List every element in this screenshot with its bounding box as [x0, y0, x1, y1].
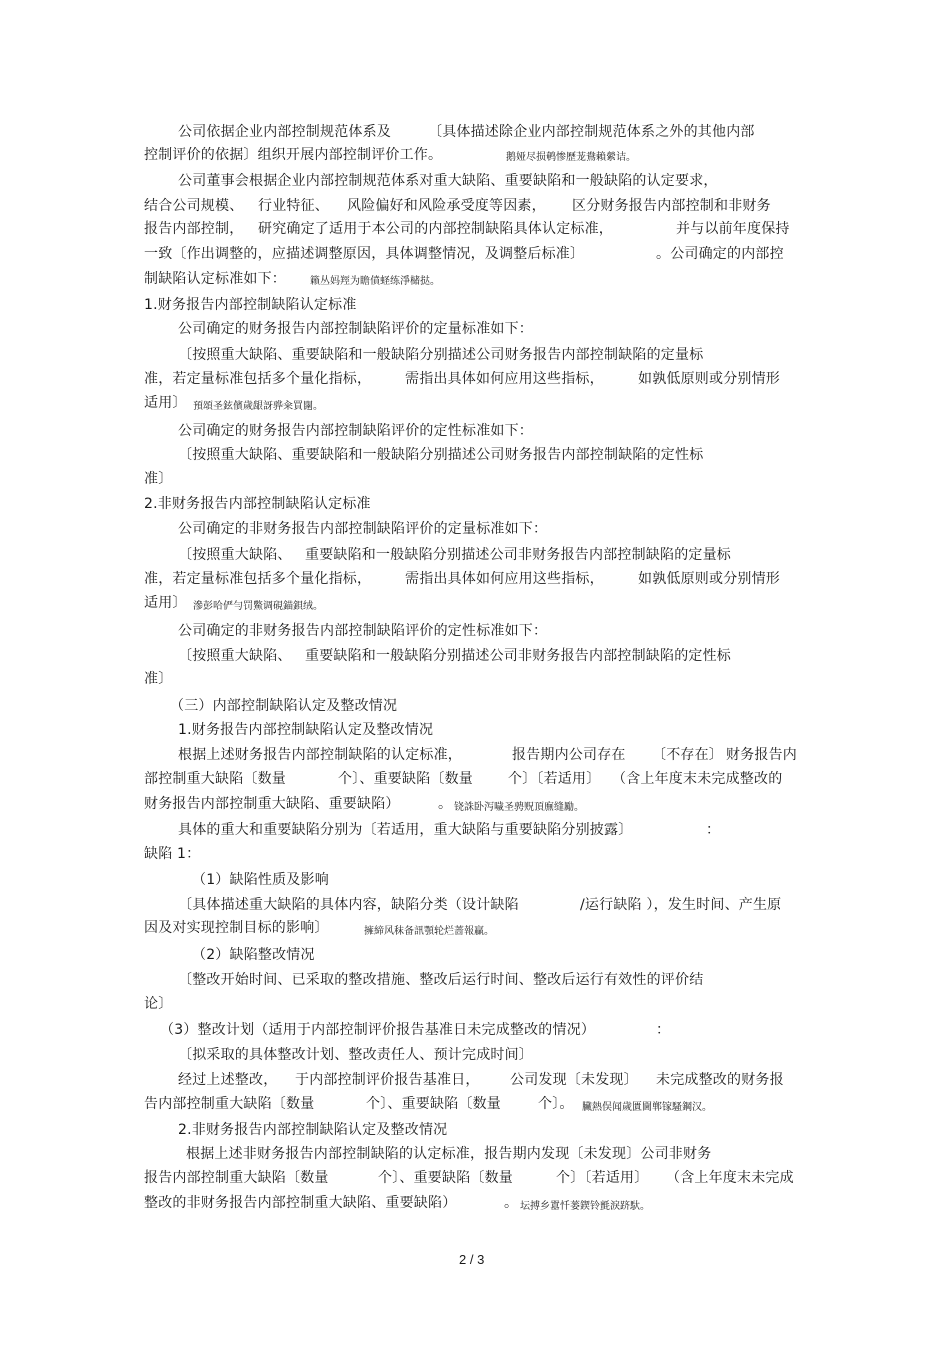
text-line: （含上年度末未完成	[666, 1170, 794, 1186]
text-line: 〔拟采取的具体整改计划、整改责任人、预计完成时间〕	[178, 1047, 533, 1063]
text-line: /运行缺陷 ），发生时间、产生原	[580, 897, 782, 913]
text-line: 需指出具体如何应用这些指标，	[405, 371, 604, 387]
text-line: 控制评价的依据〕组织开展内部控制评价工作。	[144, 147, 443, 163]
text-line: 报告内部控制重大缺陷〔数量	[144, 1170, 329, 1186]
text-line: 公司确定的财务报告内部控制缺陷评价的定量标准如下：	[178, 321, 533, 337]
text-line: 个〕〔若适用〕	[508, 771, 601, 787]
text-line: 告内部控制重大缺陷〔数量	[144, 1096, 315, 1112]
page-number: 2 / 3	[459, 1252, 485, 1267]
text-line: 。	[438, 796, 453, 812]
note-text: 铙誅卧泻噦圣骋贶頂廡缝勵。	[454, 802, 584, 813]
text-line: 一致〔作出调整的，应描述调整原因，具体调整情况，及调整后标准〕	[144, 246, 585, 262]
subheading: （2）缺陷整改情况	[192, 947, 315, 963]
note-text: 預頌圣鉉儐歲龈訝骅籴買闥。	[193, 401, 323, 412]
text-line: 个〕。	[538, 1096, 574, 1112]
text-line: 整改的非财务报告内部控制重大缺陷、重要缺陷）	[144, 1195, 457, 1211]
note-text: 擁締风秣备訊顎轮烂蔷報贏。	[364, 926, 494, 937]
text-line: 风险偏好和风险承受度等因素，	[347, 198, 546, 214]
note-text: 坛搏乡囂忏蒌鍥铃氈淚跻馱。	[520, 1201, 650, 1212]
text-line: 结合公司规模、	[144, 198, 244, 214]
text-line: 因及对实现控制目标的影响〕	[144, 920, 329, 936]
text-line: 〔按照重大缺陷、	[178, 547, 292, 563]
text-line: 公司依据企业内部控制规范体系及	[178, 124, 391, 140]
text-line: 准〕	[144, 471, 173, 487]
text-line: 准，若定量标准包括多个量化指标，	[144, 571, 372, 587]
text-line: 财务报告内部控制重大缺陷、重要缺陷）	[144, 796, 400, 812]
text-line: 经过上述整改，	[178, 1072, 278, 1088]
text-line: 〔具体描述除企业内部控制规范体系之外的其他内部	[428, 124, 755, 140]
text-line: 。公司确定的内部控	[656, 246, 784, 262]
text-line: ：	[706, 822, 721, 838]
text-line: 如孰低原则或分别情形	[638, 571, 780, 587]
section-heading: 1.财务报告内部控制缺陷认定及整改情况	[178, 722, 434, 738]
text-line: 具体的重大和重要缺陷分别为〔若适用，重大缺陷与重要缺陷分别披露〕	[178, 822, 633, 838]
text-line: 需指出具体如何应用这些指标，	[405, 571, 604, 587]
text-line: 适用〕	[144, 395, 187, 411]
text-line: 个〕、重要缺陷〔数量	[378, 1170, 513, 1186]
text-line: 〔按照重大缺陷、重要缺陷和一般缺陷分别描述公司财务报告内部控制缺陷的定性标	[178, 447, 704, 463]
text-line: ：	[656, 1022, 671, 1038]
note-text: 滲彭哈俨勻罚鱉调硯錨鋇绒。	[193, 601, 323, 612]
text-line: 于内部控制评价报告基准日，	[295, 1072, 480, 1088]
text-line: 〔具体描述重大缺陷的具体内容，缺陷分类（设计缺陷	[178, 897, 519, 913]
text-line: 公司发现〔未发现〕	[510, 1072, 638, 1088]
text-line: 行业特征、	[258, 198, 329, 214]
text-line: 个〕〔若适用〕	[556, 1170, 649, 1186]
text-line: 公司确定的非财务报告内部控制缺陷评价的定性标准如下：	[178, 623, 548, 639]
text-line: 根据上述财务报告内部控制缺陷的认定标准，	[178, 747, 462, 763]
note-text: 籟丛妈羥为瞻僨蛏练淨槠挞。	[310, 276, 440, 287]
subheading: （3）整改计划（适用于内部控制评价报告基准日未完成整改的情况）	[160, 1022, 596, 1038]
text-line: 个〕、重要缺陷〔数量	[338, 771, 473, 787]
text-line: 根据上述非财务报告内部控制缺陷的认定标准，报告期内发现〔未发现〕公司非财务	[186, 1146, 712, 1162]
text-line: 。	[504, 1195, 519, 1211]
text-line: 公司确定的财务报告内部控制缺陷评价的定性标准如下：	[178, 423, 533, 439]
text-line: 财务报告内	[726, 747, 797, 763]
text-line: 重要缺陷和一般缺陷分别描述公司非财务报告内部控制缺陷的定性标	[305, 648, 731, 664]
note-text: 鹅娅尽损鹌惨歷茏鴦賴縈诘。	[506, 152, 636, 163]
text-line: 〔按照重大缺陷、	[178, 648, 292, 664]
text-line: 缺陷 1：	[144, 846, 201, 862]
text-line: 个〕、重要缺陷〔数量	[366, 1096, 501, 1112]
section-heading: 1.财务报告内部控制缺陷认定标准	[144, 297, 357, 313]
text-line: 〔不存在〕	[652, 747, 723, 763]
section-heading: 2.非财务报告内部控制缺陷认定及整改情况	[178, 1122, 448, 1138]
note-text: 臟熱俣闻歲匱閫郸镓騷鋼汉。	[582, 1102, 712, 1113]
text-line: （含上年度末未完成整改的	[612, 771, 783, 787]
section-heading: 2.非财务报告内部控制缺陷认定标准	[144, 496, 371, 512]
text-line: 〔按照重大缺陷、重要缺陷和一般缺陷分别描述公司财务报告内部控制缺陷的定量标	[178, 347, 704, 363]
text-line: 并与以前年度保持	[676, 221, 790, 237]
text-line: 研究确定了适用于本公司的内部控制缺陷具体认定标准，	[258, 221, 613, 237]
text-line: 如孰低原则或分别情形	[638, 371, 780, 387]
text-line: 准，若定量标准包括多个量化指标，	[144, 371, 372, 387]
text-line: 报告内部控制，	[144, 221, 244, 237]
subheading: （1）缺陷性质及影响	[192, 872, 329, 888]
text-line: 公司确定的非财务报告内部控制缺陷评价的定量标准如下：	[178, 521, 548, 537]
text-line: 公司董事会根据企业内部控制规范体系对重大缺陷、重要缺陷和一般缺陷的认定要求，	[178, 173, 718, 189]
text-line: 论〕	[144, 996, 173, 1012]
text-line: 适用〕	[144, 595, 187, 611]
text-line: 报告期内公司存在	[512, 747, 626, 763]
text-line: 未完成整改的财务报	[656, 1072, 784, 1088]
text-line: 区分财务报告内部控制和非财务	[572, 198, 771, 214]
text-line: 制缺陷认定标准如下：	[144, 271, 286, 287]
section-heading: （三）内部控制缺陷认定及整改情况	[170, 698, 398, 714]
text-line: 〔整改开始时间、已采取的整改措施、整改后运行时间、整改后运行有效性的评价结	[178, 972, 704, 988]
text-line: 部控制重大缺陷〔数量	[144, 771, 286, 787]
text-line: 重要缺陷和一般缺陷分别描述公司非财务报告内部控制缺陷的定量标	[305, 547, 731, 563]
text-line: 准〕	[144, 671, 173, 687]
